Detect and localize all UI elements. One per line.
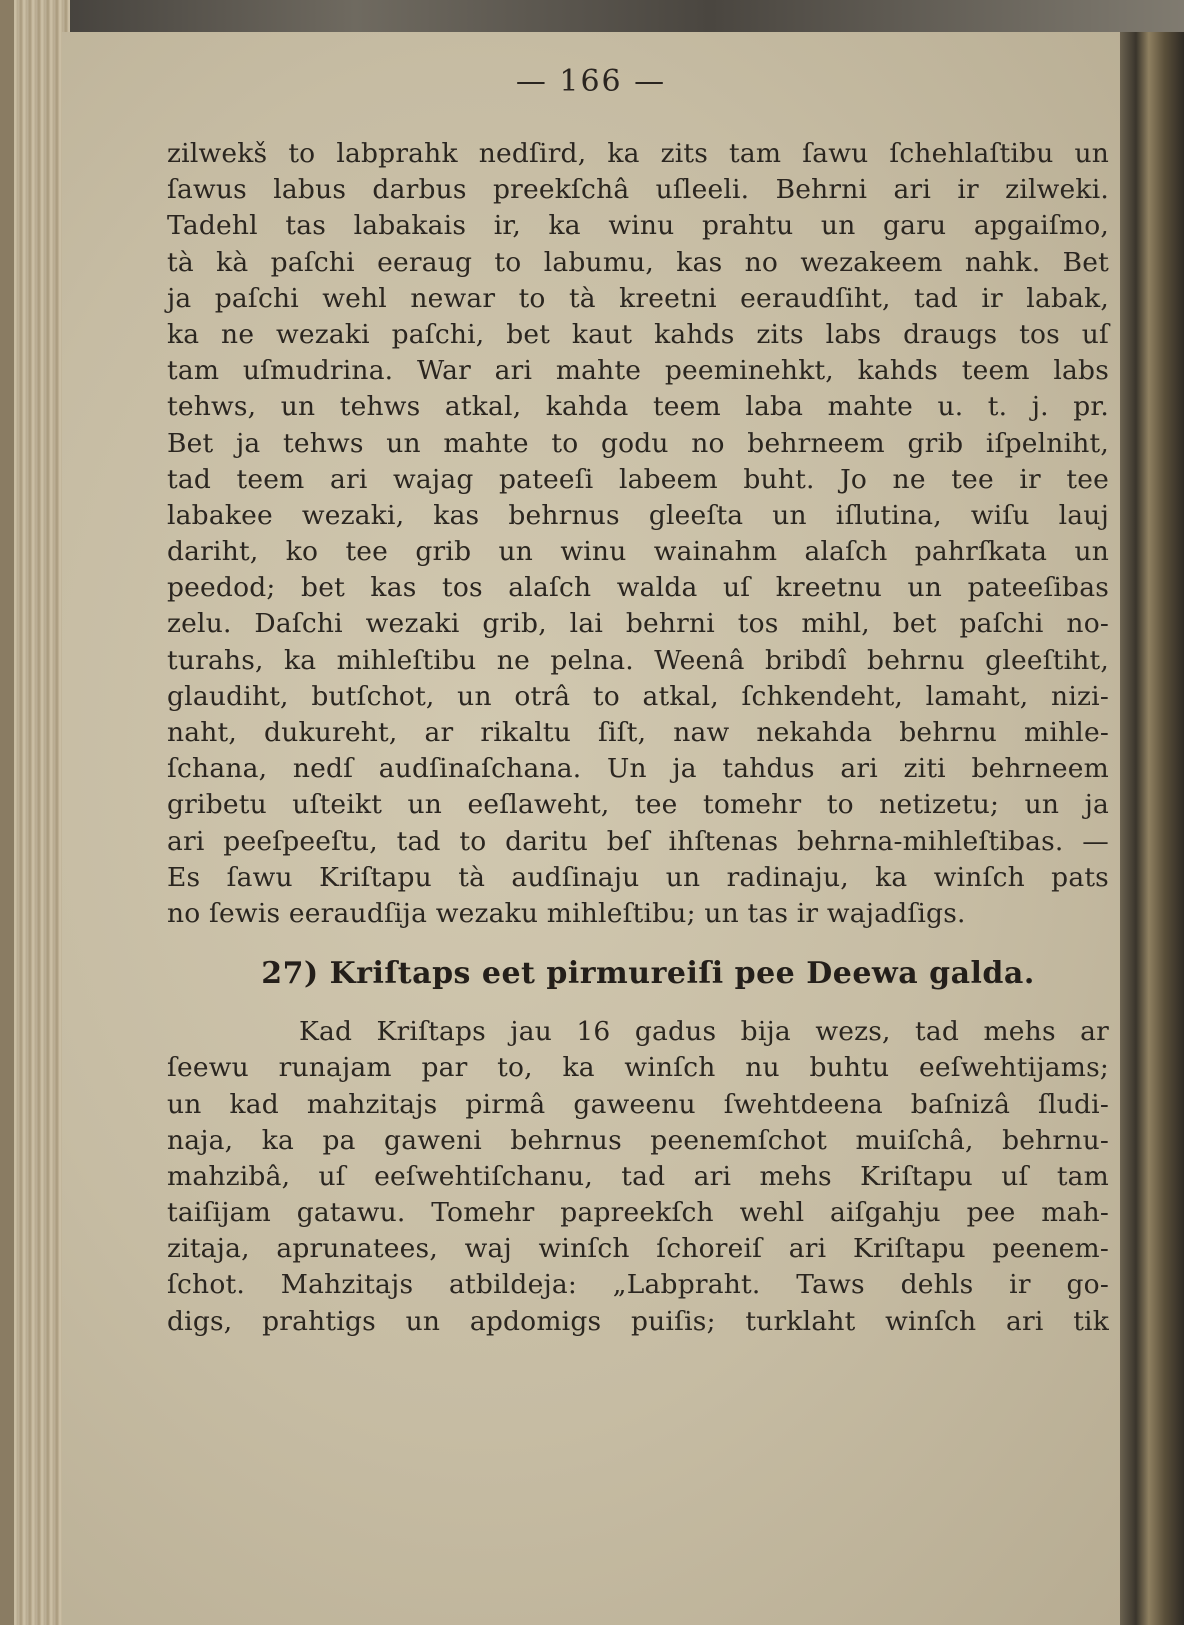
text-line: Tadehl tas labakais ir, ka winu prahtu un garu apgaiſmo, bbox=[167, 210, 1109, 242]
text-line: labakee wezaki, kas behrnus gleeſta un iſlutina, wiſu lauj bbox=[167, 499, 1109, 531]
page-text bbox=[167, 136, 1109, 1340]
text-line: digs, prahtigs un apdomigs puiſis; turklaht winſch ari tik bbox=[167, 1305, 1109, 1337]
text-line: tam uſmudrina. War ari mahte peeminehkt, kahds teem labs bbox=[167, 355, 1109, 387]
book-gutter bbox=[1120, 32, 1184, 1625]
text-line: tà kà paſchi eeraug to labumu, kas no wezakeem nahk. Bet bbox=[167, 246, 1109, 278]
text-line: ja paſchi wehl newar to tà kreetni eeraudſiht, tad ir labak, bbox=[167, 282, 1109, 314]
page-number: — 166 — bbox=[515, 64, 667, 99]
text-line: ari peeſpeeſtu, tad to daritu beſ ihſtenas behrna-mihleſtibas. — bbox=[167, 825, 1109, 857]
paragraph-new-section bbox=[167, 1014, 1109, 1340]
text-line: gribetu uſteikt un eeſlaweht, tee tomehr to netizetu; un ja bbox=[167, 789, 1109, 821]
text-line: tehws, un tehws atkal, kahda teem laba mahte u. t. j. pr. bbox=[167, 391, 1109, 423]
text-line: naja, ka pa gaweni behrnus peenemſchot muiſchâ, behrnu- bbox=[167, 1124, 1109, 1156]
paragraph-continuation bbox=[167, 136, 1109, 932]
text-line: Es ſawu Kriſtapu tà audſinaju un radinaju, ka winſch pats bbox=[167, 861, 1109, 893]
text-line: dariht, ko tee grib un winu wainahm alaſch pahrſkata un bbox=[167, 536, 1109, 568]
text-line: zilwekš to labprahk nedſird, ka zits tam ſawu ſchehlaſtibu un bbox=[167, 138, 1109, 169]
text-line: taiſijam gatawu. Tomehr papreekſch wehl aiſgahju pee mah- bbox=[167, 1197, 1109, 1229]
text-line: ſchana, nedſ audſinaſchana. Un ja tahdus ari ziti behrneem bbox=[167, 753, 1109, 785]
text-line: tad teem ari wajag pateeſi labeem buht. Jo ne tee ir tee bbox=[167, 463, 1109, 495]
text-line: glaudiht, butſchot, un otrâ to atkal, ſchkendeht, lamaht, nizi- bbox=[167, 680, 1109, 712]
text-line: ſawus labus darbus preekſchâ uſleeli. Behrni ari ir zilweki. bbox=[167, 174, 1109, 206]
text-line: ſeewu runajam par to, ka winſch nu buhtu eeſwehtijams; bbox=[167, 1052, 1109, 1084]
section-heading: 27) Kriſtaps eet pirmureiſi pee Deewa galda. bbox=[261, 956, 1035, 992]
book-page bbox=[62, 32, 1120, 1625]
text-line: mahzibâ, uſ eeſwehtiſchanu, tad ari mehs Kriſtapu uſ tam bbox=[167, 1160, 1109, 1192]
text-line: peedod; bet kas tos alaſch walda uſ kreetnu un pateeſibas bbox=[167, 572, 1109, 604]
text-line: Kad Kriſtaps jau 16 gadus bija wezs, tad mehs ar bbox=[299, 1016, 1109, 1048]
text-line: turahs, ka mihleſtibu ne pelna. Weenâ bribdî behrnu gleeſtiht, bbox=[167, 644, 1109, 676]
text-line: zitaja, aprunatees, waj winſch ſchoreiſ ari Kriſtapu peenem- bbox=[167, 1233, 1109, 1265]
text-line: naht, dukureht, ar rikaltu ſiſt, naw nekahda behrnu mihle- bbox=[167, 717, 1109, 748]
text-line: zelu. Daſchi wezaki grib, lai behrni tos mihl, bet paſchi no- bbox=[167, 608, 1109, 640]
text-line: Bet ja tehws un mahte to godu no behrneem grib iſpelniht, bbox=[167, 427, 1109, 459]
text-line: ka ne wezaki paſchi, bet kaut kahds zits labs draugs tos uſ bbox=[167, 318, 1109, 350]
text-line: no ſewis eeraudſija wezaku mihleſtibu; un tas ir wajadſigs. bbox=[167, 897, 966, 929]
text-line: un kad mahzitajs pirmâ gaweenu ſwehtdeena baſnizâ ſludi- bbox=[167, 1088, 1109, 1120]
text-line: ſchot. Mahzitajs atbildeja: „Labpraht. Taws dehls ir go- bbox=[167, 1269, 1109, 1301]
book-spine-edge bbox=[0, 0, 14, 1625]
